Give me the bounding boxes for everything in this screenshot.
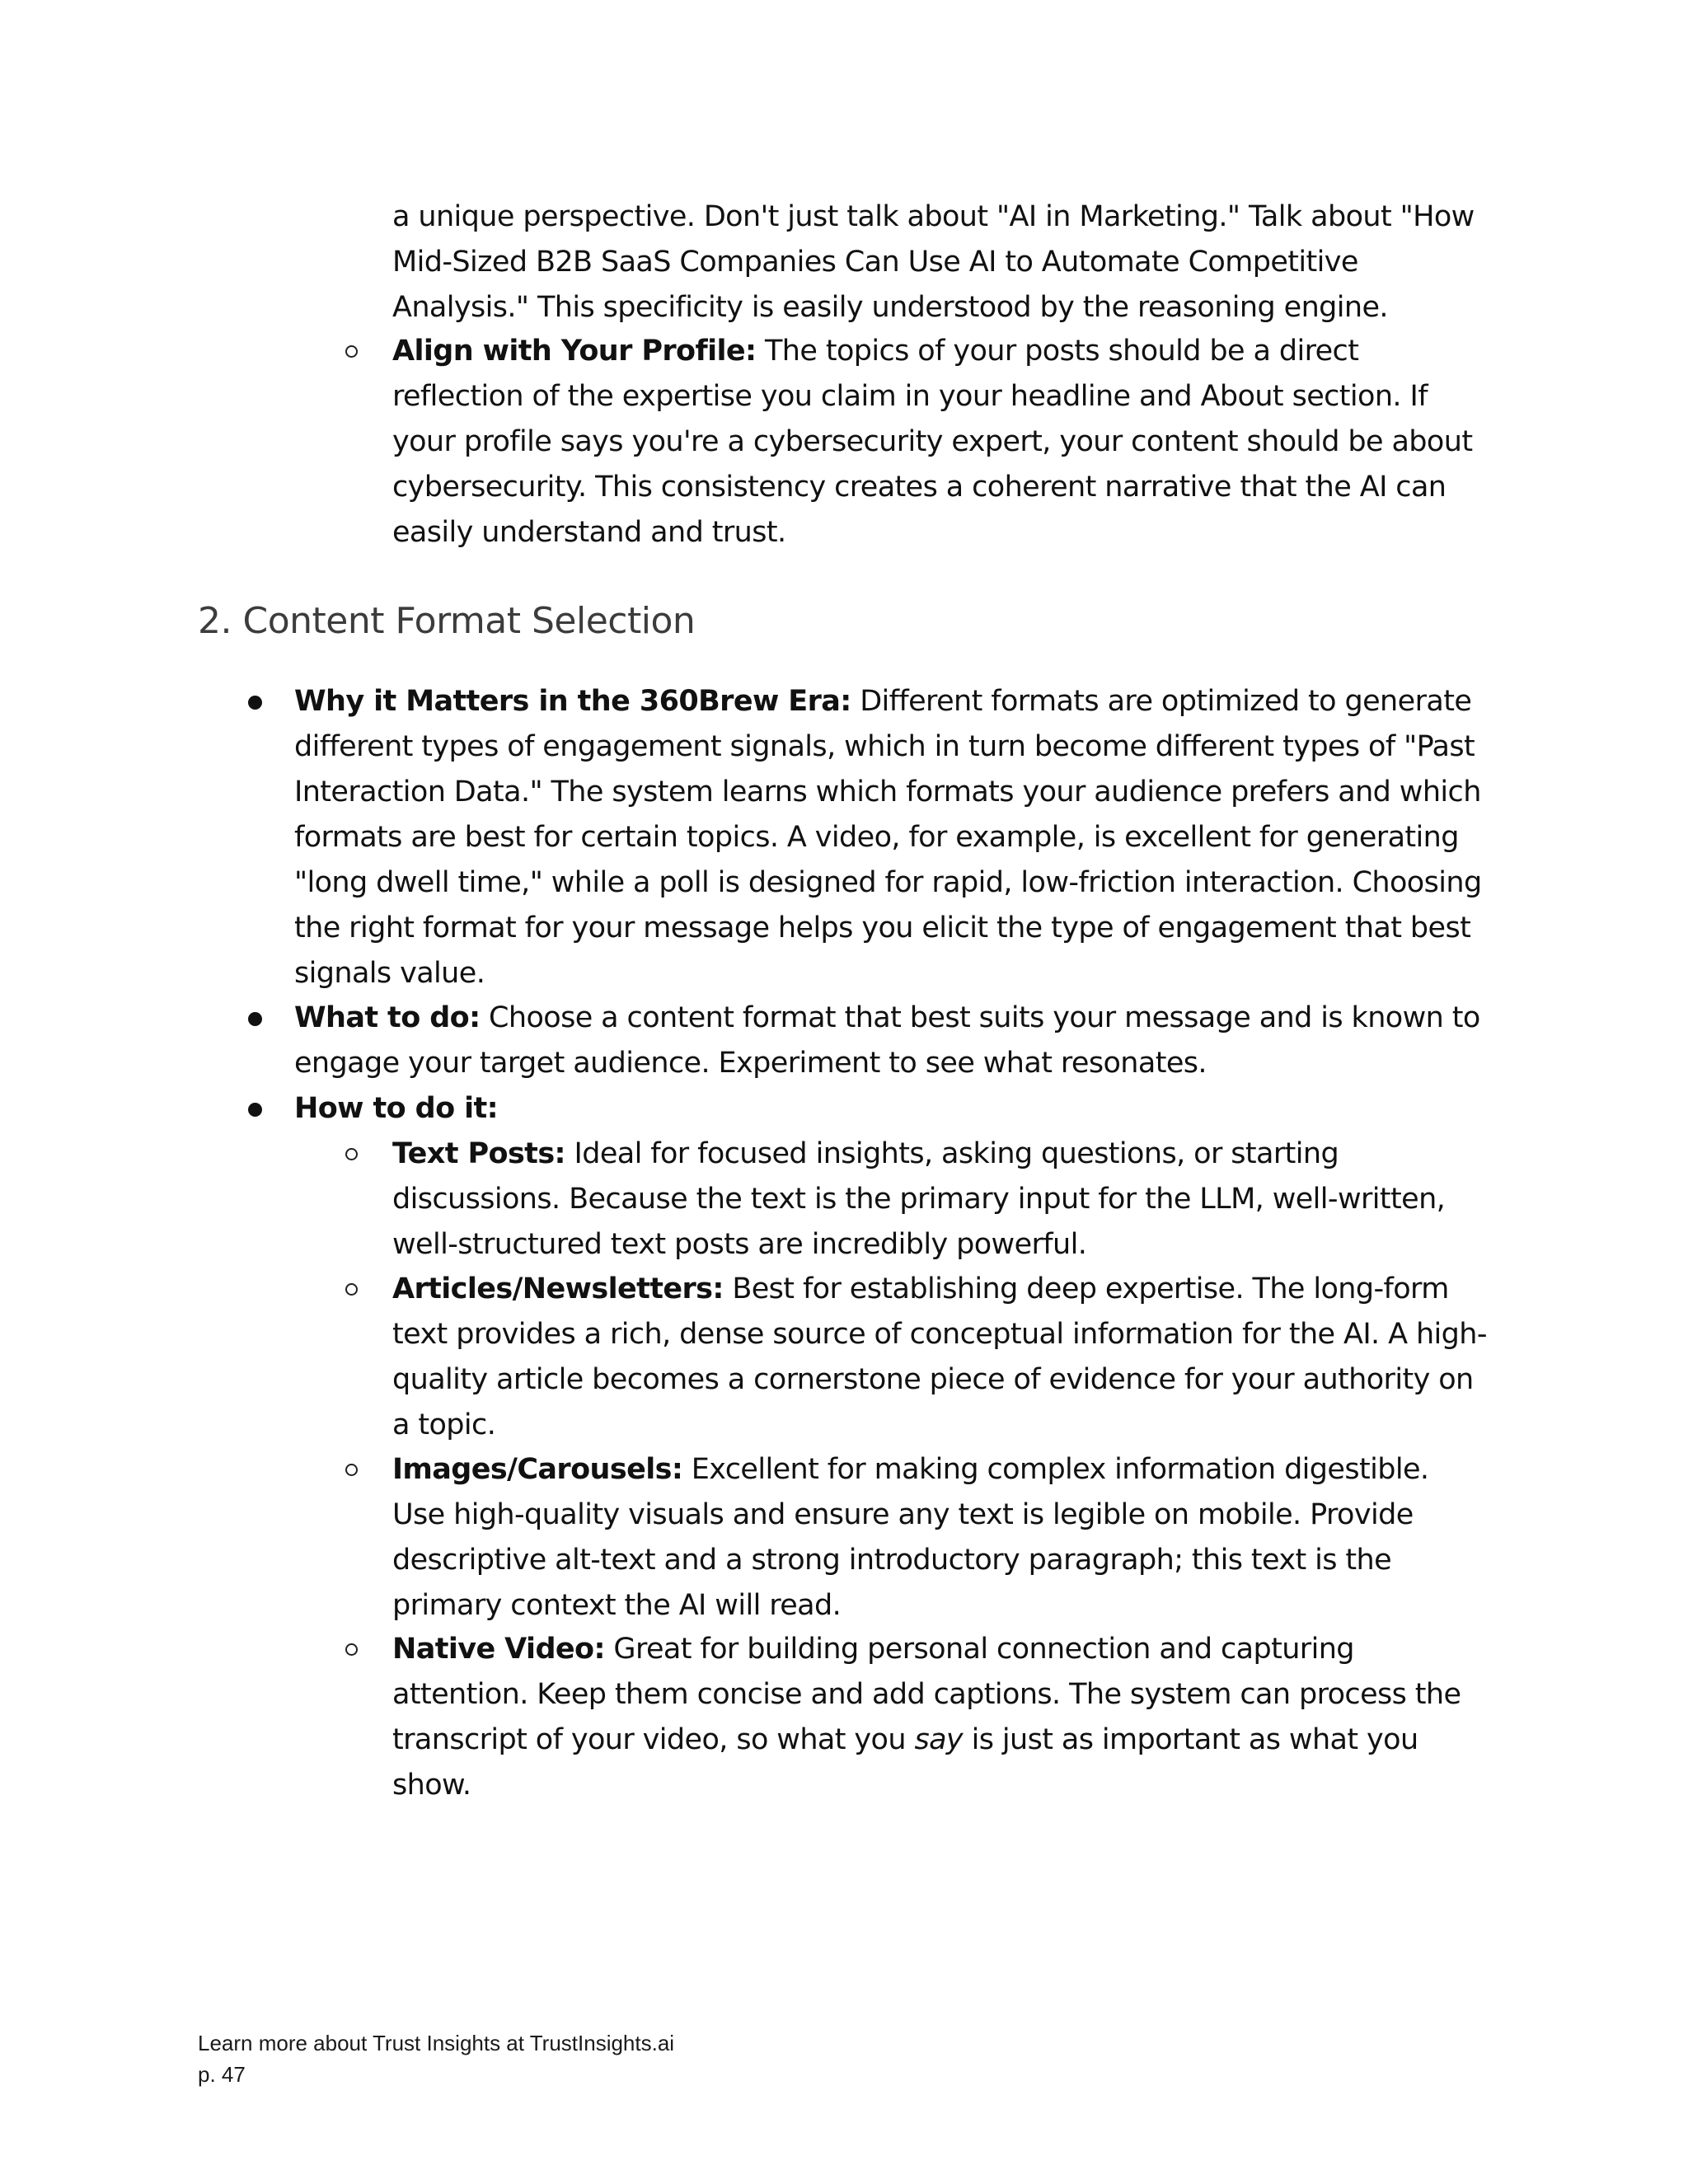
bullet-label: What to do: (294, 1001, 481, 1034)
page-number: p. 47 (198, 2062, 246, 2087)
footer-link-text: Learn more about Trust Insights at TrustInsights.ai (198, 2031, 675, 2055)
intro-continuation-text: a unique perspective. Don't just talk about "AI in Marketing." Talk about "How Mid-Sized B2B SaaS Companies Can Use AI to Automate Competitive Analysis." This specificity is easily understood by the reasoning engine. (392, 200, 1475, 324)
bullet-label: Why it Matters in the 360Brew Era: (294, 685, 851, 718)
sub-item-articles (392, 1267, 1489, 1448)
circle-bullet-icon (345, 1643, 358, 1656)
sub-item-video (392, 1627, 1489, 1808)
sub-item-label: Text Posts: (392, 1137, 565, 1170)
sub-item-text: Excellent for making complex information digestible. Use high-quality visuals and ensure any text is legible on mobile. Provide descriptive alt-text and a strong introductory paragraph; this text is the primary context the AI will read. (392, 1453, 1429, 1622)
align-item (392, 329, 1489, 555)
circle-bullet-icon (345, 1464, 358, 1476)
sub-item-text-posts (392, 1132, 1489, 1268)
bullet-text: Choose a content format that best suits your message and is known to engage your target audience. Experiment to see what resonates. (294, 1001, 1480, 1080)
sub-item-label: Native Video: (392, 1633, 605, 1666)
sub-item-images (392, 1447, 1489, 1629)
align-item-label: Align with Your Profile: (392, 335, 757, 368)
sub-item-text: Ideal for focused insights, asking questions, or starting discussions. Because the text is the primary input for the LLM, well-written, well-structured text posts are incredibly powerful. (392, 1137, 1446, 1261)
sub-item-emphasis: say (914, 1723, 964, 1756)
bullet-dot-icon (248, 1012, 262, 1026)
sub-item-label: Images/Carousels: (392, 1453, 683, 1486)
sub-item-text-before: Great for building personal connection and capturing attention. Keep them concise and add captions. The system can process the transcript of your video, so what you (392, 1633, 1461, 1756)
sub-item-text-after: is just as important as what you show. (392, 1723, 1418, 1802)
bullet-what-to-do (294, 996, 1489, 1086)
bullet-text: Different formats are optimized to generate different types of engagement signals, which in turn become different types of "Past Interaction Data." The system learns which formats your audience prefers and which formats are best for certain topics. A video, for example, is excellent for generating "long dwell time," while a poll is designed for rapid, low-friction interaction. Choosing the right format for your message helps you elicit the type of engagement that best signals value. (294, 685, 1482, 990)
circle-bullet-icon (345, 345, 358, 358)
bullet-label: How to do it: (294, 1092, 499, 1125)
circle-bullet-icon (345, 1148, 358, 1160)
bullet-dot-icon (248, 1103, 262, 1117)
section-heading: 2. Content Format Selection (198, 600, 696, 642)
align-item-text: The topics of your posts should be a direct reflection of the expertise you claim in your headline and About section. If your profile says you're a cybersecurity expert, your content should be about cybersecurity. This consistency creates a coherent narrative that the AI can easily understand and trust. (392, 335, 1473, 549)
sub-item-label: Articles/Newsletters: (392, 1272, 724, 1305)
bullet-why-it-matters (294, 679, 1489, 996)
circle-bullet-icon (345, 1283, 358, 1296)
intro-continuation (392, 194, 1489, 330)
bullet-how-to-do-it (294, 1086, 1489, 1132)
sub-item-text: Best for establishing deep expertise. The long-form text provides a rich, dense source of conceptual information for the AI. A high-quality article becomes a cornerstone piece of evidence for your authority on a topic. (392, 1272, 1487, 1441)
bullet-dot-icon (248, 696, 262, 710)
